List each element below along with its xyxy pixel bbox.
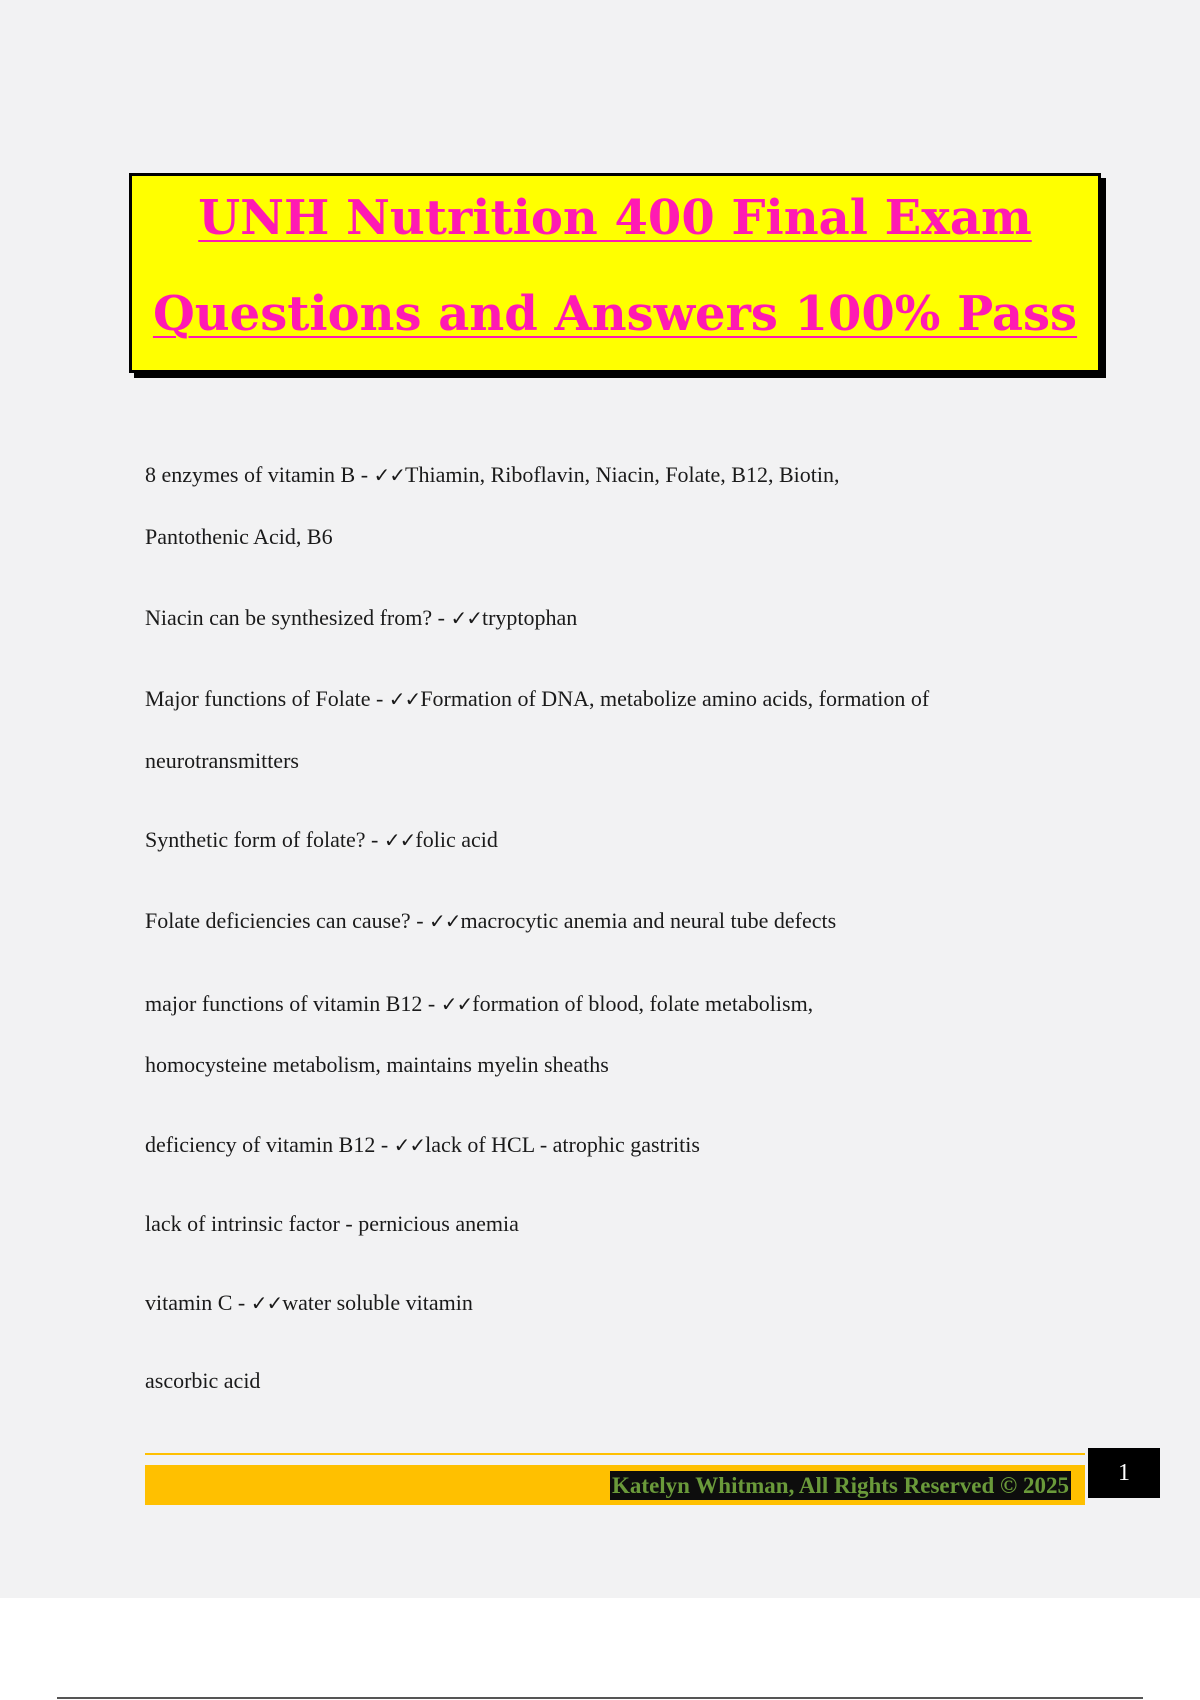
answer-text: Thiamin, Riboflavin, Niacin, Folate, B12, Biotin, (405, 462, 840, 487)
question-text: 8 enzymes of vitamin B (145, 462, 356, 487)
separator: - (370, 686, 389, 711)
copyright-text: Katelyn Whitman, All Rights Reserved © 2025 (612, 1473, 1069, 1498)
answer-text: macrocytic anemia and neural tube defects (460, 908, 837, 933)
qa-item (145, 890, 1095, 952)
footer-bar (145, 1465, 1085, 1505)
check-icon: ✓✓ (250, 1291, 283, 1315)
check-icon: ✓✓ (429, 909, 461, 933)
title-line-1: UNH Nutrition 400 Final Exam (198, 190, 1032, 246)
separator: - (355, 462, 374, 487)
separator: - (422, 991, 441, 1016)
answer-text-cont: neurotransmitters (145, 748, 299, 773)
bottom-divider (57, 1697, 1143, 1699)
check-icon: ✓✓ (450, 606, 482, 630)
answer-text: Formation of DNA, metabolize amino acids, formation of (420, 686, 930, 711)
title-banner (129, 173, 1101, 373)
separator: - (432, 605, 451, 630)
answer-continuation (145, 730, 1095, 792)
footer-divider (145, 1453, 1085, 1455)
answer-text-cont: Pantothenic Acid, B6 (145, 524, 333, 549)
answer-continuation (145, 1034, 1095, 1096)
answer-text: tryptophan (481, 605, 578, 630)
answer-extra-line (145, 1350, 1095, 1412)
answer-text: folic acid (415, 827, 498, 852)
answer-text: lack of HCL - atrophic gastritis (425, 1132, 700, 1157)
qa-item (145, 444, 1095, 506)
separator: - (232, 1290, 251, 1315)
answer-text-cont: homocysteine metabolism, maintains myelin sheaths (145, 1052, 609, 1077)
answer-text: water soluble vitamin (282, 1290, 473, 1315)
question-text: deficiency of vitamin B12 (145, 1132, 376, 1157)
qa-item (145, 587, 1095, 649)
answer-text: formation of blood, folate metabolism, (472, 991, 814, 1016)
question-text: vitamin C (145, 1290, 233, 1315)
qa-item (145, 973, 1095, 1035)
qa-item (145, 668, 1095, 730)
title-line-2: Questions and Answers 100% Pass (152, 286, 1078, 342)
question-text: Niacin can be synthesized from? (145, 605, 433, 630)
check-icon: ✓✓ (440, 992, 473, 1016)
separator: - (410, 908, 430, 933)
check-icon: ✓✓ (383, 828, 416, 852)
page-number: 1 (1088, 1448, 1160, 1498)
question-text: Folate deficiencies can cause? (145, 908, 411, 933)
answer-extra-line (145, 1193, 1095, 1255)
check-icon: ✓✓ (373, 463, 406, 487)
answer-extra-text: lack of intrinsic factor - pernicious anemia (145, 1211, 519, 1236)
check-icon: ✓✓ (388, 687, 421, 711)
separator: - (365, 827, 384, 852)
answer-continuation (145, 506, 1095, 568)
answer-extra-text: ascorbic acid (145, 1368, 261, 1393)
question-text: Synthetic form of folate? (145, 827, 366, 852)
check-icon: ✓✓ (393, 1133, 426, 1157)
question-text: Major functions of Folate (145, 686, 371, 711)
question-text: major functions of vitamin B12 (145, 991, 423, 1016)
separator: - (375, 1132, 394, 1157)
qa-item (145, 809, 1095, 871)
qa-item (145, 1272, 1095, 1334)
qa-item (145, 1114, 1095, 1176)
